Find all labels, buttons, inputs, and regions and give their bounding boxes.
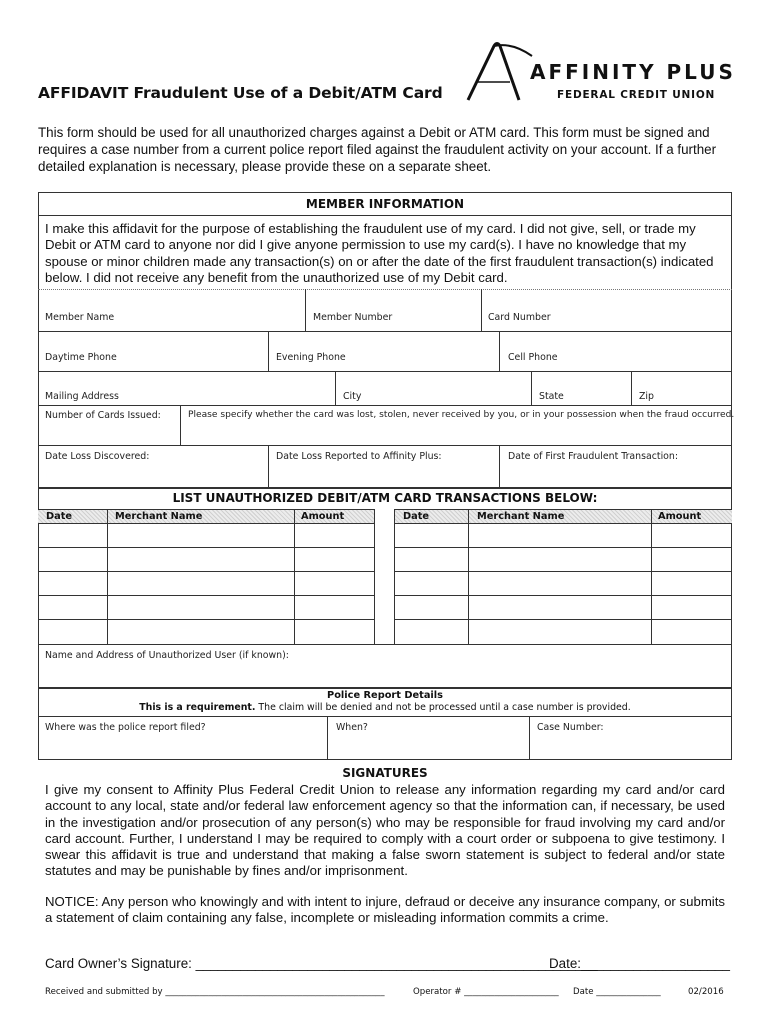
transactions-heading: LIST UNAUTHORIZED DEBIT/ATM CARD TRANSACTIONS BELOW: <box>172 491 598 505</box>
table-row[interactable] <box>38 523 732 547</box>
received-by-line[interactable]: Received and submitted by ___________________________________________________ <box>45 987 385 997</box>
notice-paragraph: NOTICE: Any person who knowingly and with intent to injure, defraud or deceive any insurance company, or submits a statement of claim containing any false, incomplete or misleading information commits a crime. <box>45 894 725 926</box>
signatures-heading: SIGNATURES <box>342 766 428 780</box>
date-loss-reported-field[interactable]: Date Loss Reported to Affinity Plus: <box>276 451 442 462</box>
table-row[interactable] <box>38 595 732 619</box>
evening-phone-field[interactable]: Evening Phone <box>276 352 346 363</box>
col-merchant-left: Merchant Name <box>115 511 203 522</box>
table-row[interactable] <box>38 619 732 644</box>
card-number-field[interactable]: Card Number <box>488 312 551 323</box>
card-status-field[interactable]: Please specify whether the card was lost, stolen, never received by you, or in your possession when the fraud occurred. <box>188 410 735 420</box>
signature-date-line[interactable]: Date:____________________ <box>549 956 730 971</box>
requirement-bold: This is a requirement. <box>139 702 256 713</box>
table-row[interactable] <box>38 547 732 571</box>
requirement-rest: The claim will be denied and not be processed until a case number is provided. <box>255 702 631 713</box>
police-requirement-note <box>38 702 732 713</box>
form-title: AFFIDAVIT Fraudulent Use of a Debit/ATM Card <box>38 84 443 102</box>
cards-issued-field[interactable]: Number of Cards Issued: <box>45 410 161 421</box>
col-amount-right: Amount <box>658 511 702 522</box>
state-field[interactable]: State <box>539 391 564 402</box>
date-loss-discovered-field[interactable]: Date Loss Discovered: <box>45 451 150 462</box>
zip-field[interactable]: Zip <box>639 391 654 402</box>
consent-paragraph: I give my consent to Affinity Plus Federal Credit Union to release any information regarding my card and/or card account to any local, state and/or federal law enforcement agency so that the information can, if necessary, be used in the investigation and/or prosecution of any person(s) who may be responsible for fraud involving my card and/or card account. Further, I understand I may be required to comply with a court order or subpoena to give testimony. I swear this affidavit is true and understand that making a false sworn statement is subject to federal and/or state statutes and may be punishable by fines and/or imprisonment. <box>45 782 725 879</box>
logo-subtitle: FEDERAL CREDIT UNION <box>557 89 716 101</box>
col-date-right: Date <box>403 511 430 522</box>
intro-paragraph: This form should be used for all unauthorized charges against a Debit or ATM card. This form must be signed and requires a case number from a current police report filed against the fraudulent activity on your account. If a further detailed explanation is necessary, please provide these on a separate sheet. <box>38 125 717 174</box>
police-where-filed-field[interactable]: Where was the police report filed? <box>45 722 206 733</box>
member-number-field[interactable]: Member Number <box>313 312 393 323</box>
city-field[interactable]: City <box>343 391 362 402</box>
form-version: 02/2016 <box>688 987 724 997</box>
police-case-number-field[interactable]: Case Number: <box>537 722 604 733</box>
col-merchant-right: Merchant Name <box>477 511 565 522</box>
member-info-heading: MEMBER INFORMATION <box>305 197 465 211</box>
operator-line[interactable]: Operator # ______________________ <box>413 987 559 997</box>
footer-date-line[interactable]: Date _______________ <box>573 987 661 997</box>
unauthorized-user-field[interactable]: Name and Address of Unauthorized User (if known): <box>45 650 289 661</box>
daytime-phone-field[interactable]: Daytime Phone <box>45 352 117 363</box>
card-owner-signature-line[interactable]: Card Owner’s Signature: ______________________________________________________ <box>45 956 598 971</box>
affinity-logo-icon <box>464 42 534 102</box>
col-date-left: Date <box>46 511 73 522</box>
police-report-heading: Police Report Details <box>327 690 443 701</box>
date-first-fraud-field[interactable]: Date of First Fraudulent Transaction: <box>508 451 679 462</box>
member-name-field[interactable]: Member Name <box>45 312 115 323</box>
police-when-field[interactable]: When? <box>336 722 368 733</box>
table-row[interactable] <box>38 571 732 595</box>
col-amount-left: Amount <box>301 511 345 522</box>
mailing-address-field[interactable]: Mailing Address <box>45 391 119 402</box>
cell-phone-field[interactable]: Cell Phone <box>508 352 558 363</box>
affidavit-statement: I make this affidavit for the purpose of establishing the fraudulent use of my card. I did not give, sell, or trade my Debit or ATM card to anyone nor did I give anyone permission to use my card(s). I have no knowledge that my spouse or minor children made any transaction(s) on or after the date of the first fraudulent transaction(s) indicated below. I did not receive any benefit from the unauthorized use of my Debit card. <box>45 221 714 285</box>
logo-wordmark: AFFINITY PLUS <box>530 60 736 84</box>
